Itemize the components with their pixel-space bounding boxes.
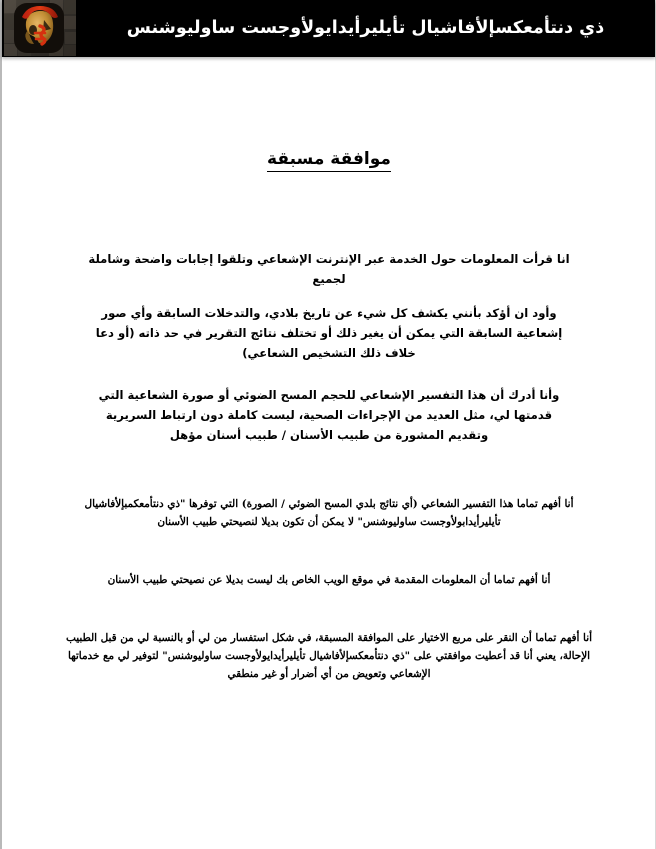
- consent-paragraph-4: أنا أفهم تماما هذا التفسير الشعاعي (أي نتائج بلدي المسح الضوئي / الصورة) التي توفرها "ذي دنتأمعكمبإلأفاشيال تأيليرأيدابولأوجست ساوليوشنس" لا يمكن أن تكون بديلا لنصيحتي طبيب الأسنان: [84, 498, 574, 529]
- skull-logo-icon: [4, 0, 76, 56]
- page-title-text: موافقة مسبقة: [267, 149, 391, 172]
- site-logo[interactable]: [4, 0, 76, 56]
- consent-paragraph-6: أنا أفهم تماما أن النقر على مربع الاختيار على الموافقة المسبقة، في شكل استفسار من لي أو بالنسبة لي من قبل الطبيب الإحالة، يعني أنا قد أعطيت موافقتي على "ذي دنتأمعكسإلأفاشيال تأيليرأيدايولأوجست ساوليوشنس" لتوفير لي مع خدماتها الإشعاعي وتعويض من أي أضرار أو غير منطقي: [66, 632, 592, 681]
- site-title: ذي دنتأمعكسإلأفاشيال تأيليرأيدايولأوجست ساوليوشنس: [126, 18, 605, 38]
- consent-paragraph-3: وأنا أدرك أن هذا التفسير الإشعاعي للحجم المسح الضوئي أو صورة الشعاعية التي قدمتها لي، مثل العديد من الإجراءات الصحية، ليست كاملة دون ارتباط السريرية وتقديم المشورة من طبيب الأسنان / طبيب أسنان مؤهل: [98, 387, 560, 442]
- page-title: [4, 149, 654, 169]
- consent-paragraph-5: أنا أفهم تماما أن المعلومات المقدمة في موقع الويب الخاص بك ليست بديلا عن نصيحتي طبيب الأسنان: [107, 574, 551, 587]
- document-body: [4, 57, 654, 849]
- site-header-inner: [2, 0, 655, 57]
- consent-paragraph-1: انا قرأت المعلومات حول الخدمة عبر الإنترنت الإشعاعي وتلقوا إجابات واضحة وشاملة لجميع: [88, 251, 570, 286]
- site-header: [2, 0, 655, 57]
- consent-paragraph-2: وأود ان أؤكد بأنني يكشف كل شيء عن تاريخ بلادي، والتدخلات السابقة وأي صور إشعاعية السابقة التي يمكن أن يغير ذلك أو تختلف نتائج التقرير في حد ذاته (أو دعا خلاف ذلك التشخيص الشعاعي): [95, 305, 563, 360]
